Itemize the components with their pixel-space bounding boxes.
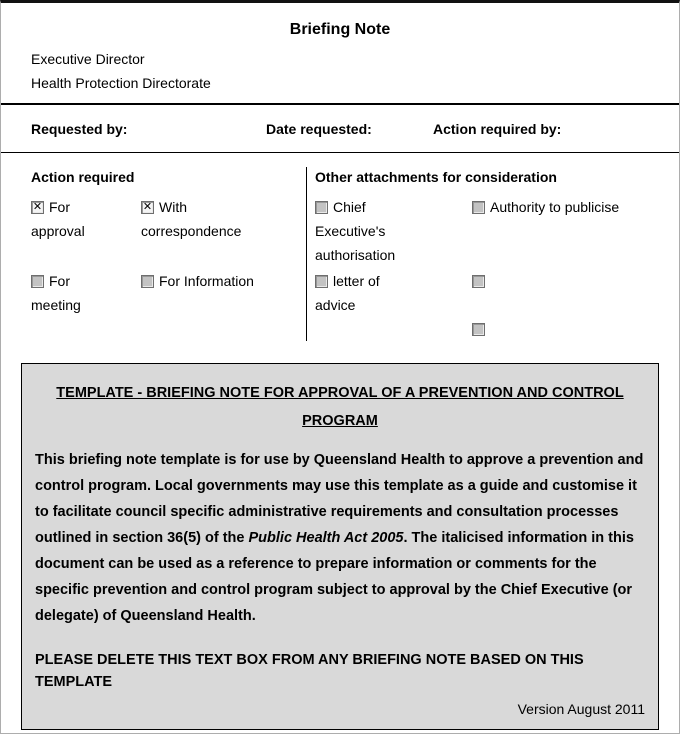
authority-to-publicise-checkbox[interactable] bbox=[472, 201, 485, 214]
checkbox-item-chief-executives-authorisation bbox=[315, 195, 415, 267]
for-meeting-checkbox[interactable] bbox=[31, 275, 44, 288]
action-required-row-1 bbox=[31, 195, 306, 269]
recipient-block bbox=[1, 47, 679, 95]
template-box-body bbox=[35, 447, 645, 629]
for-information-label: For Information bbox=[159, 273, 254, 289]
checkbox-item-authority-to-publicise bbox=[472, 195, 667, 219]
checkbox-item-letter-of-advice bbox=[315, 269, 415, 317]
request-fields-row bbox=[1, 121, 679, 137]
body-text-italic-act-name: Public Health Act 2005 bbox=[248, 530, 404, 546]
attachments-column bbox=[306, 167, 679, 341]
attachments-row-2 bbox=[315, 269, 679, 317]
template-box-heading: TEMPLATE - BRIEFING NOTE FOR APPROVAL OF A PREVENTION AND CONTROL PROGRAM bbox=[56, 385, 624, 429]
body-text-before-italic: This briefing note template is for use by Queensland Health to approve a prevention and control program. Local governments may use this template as a guide and customise it to facilitate council specific administrative requirements and consultation processes outlined in section 36(5) of the bbox=[35, 452, 644, 546]
requested-by-label: Requested by: bbox=[31, 121, 128, 137]
letter-of-advice-checkbox[interactable] bbox=[315, 275, 328, 288]
for-approval-label: For approval bbox=[31, 199, 85, 239]
letter-of-advice-label: letter of advice bbox=[315, 273, 380, 313]
page-title: Briefing Note bbox=[289, 21, 391, 38]
checkbox-section bbox=[1, 167, 679, 341]
attachments-row-3 bbox=[315, 317, 679, 341]
delete-notice: PLEASE DELETE THIS TEXT BOX FROM ANY BRIEFING NOTE BASED ON THIS TEMPLATE bbox=[35, 652, 584, 690]
checkbox-item-for-information bbox=[141, 269, 276, 293]
chief-executives-authorisation-checkbox[interactable] bbox=[315, 201, 328, 214]
checkbox-item-blank-1 bbox=[472, 269, 667, 293]
checkbox-item-blank-2 bbox=[472, 317, 667, 341]
version-label: Version August 2011 bbox=[517, 701, 645, 717]
request-row-divider bbox=[1, 152, 679, 153]
attachments-row-1 bbox=[315, 195, 679, 269]
blank-checkbox-2[interactable] bbox=[472, 323, 485, 336]
checkbox-item-for-meeting bbox=[31, 269, 116, 317]
date-requested-label: Date requested: bbox=[266, 121, 372, 137]
for-approval-checkbox[interactable] bbox=[31, 201, 44, 214]
with-correspondence-label: With correspondence bbox=[141, 199, 242, 239]
authority-to-publicise-label: Authority to publicise bbox=[490, 199, 620, 215]
for-information-checkbox[interactable] bbox=[141, 275, 154, 288]
chief-executives-authorisation-label: Chief Executive's authorisation bbox=[315, 199, 396, 263]
for-meeting-label: For meeting bbox=[31, 273, 81, 313]
attachments-heading: Other attachments for consideration bbox=[315, 169, 557, 185]
blank-checkbox-1[interactable] bbox=[472, 275, 485, 288]
action-required-column bbox=[1, 167, 306, 341]
template-instruction-box bbox=[21, 363, 659, 730]
checkbox-item-for-approval bbox=[31, 195, 116, 243]
action-required-row-2 bbox=[31, 269, 306, 317]
with-correspondence-checkbox[interactable] bbox=[141, 201, 154, 214]
header-divider bbox=[1, 103, 679, 105]
action-required-heading: Action required bbox=[31, 169, 135, 185]
checkbox-item-with-correspondence bbox=[141, 195, 276, 243]
action-required-by-label: Action required by: bbox=[433, 121, 562, 137]
body-text-after-italic: . The italicised information in this document can be used as a reference to prepare information or comments for the specific prevention and control program subject to approval by the Chief Executive (or delegate) of Queensland Health. bbox=[35, 530, 634, 624]
recipient-line-2: Health Protection Directorate bbox=[31, 75, 211, 91]
recipient-line-1: Executive Director bbox=[31, 51, 145, 67]
